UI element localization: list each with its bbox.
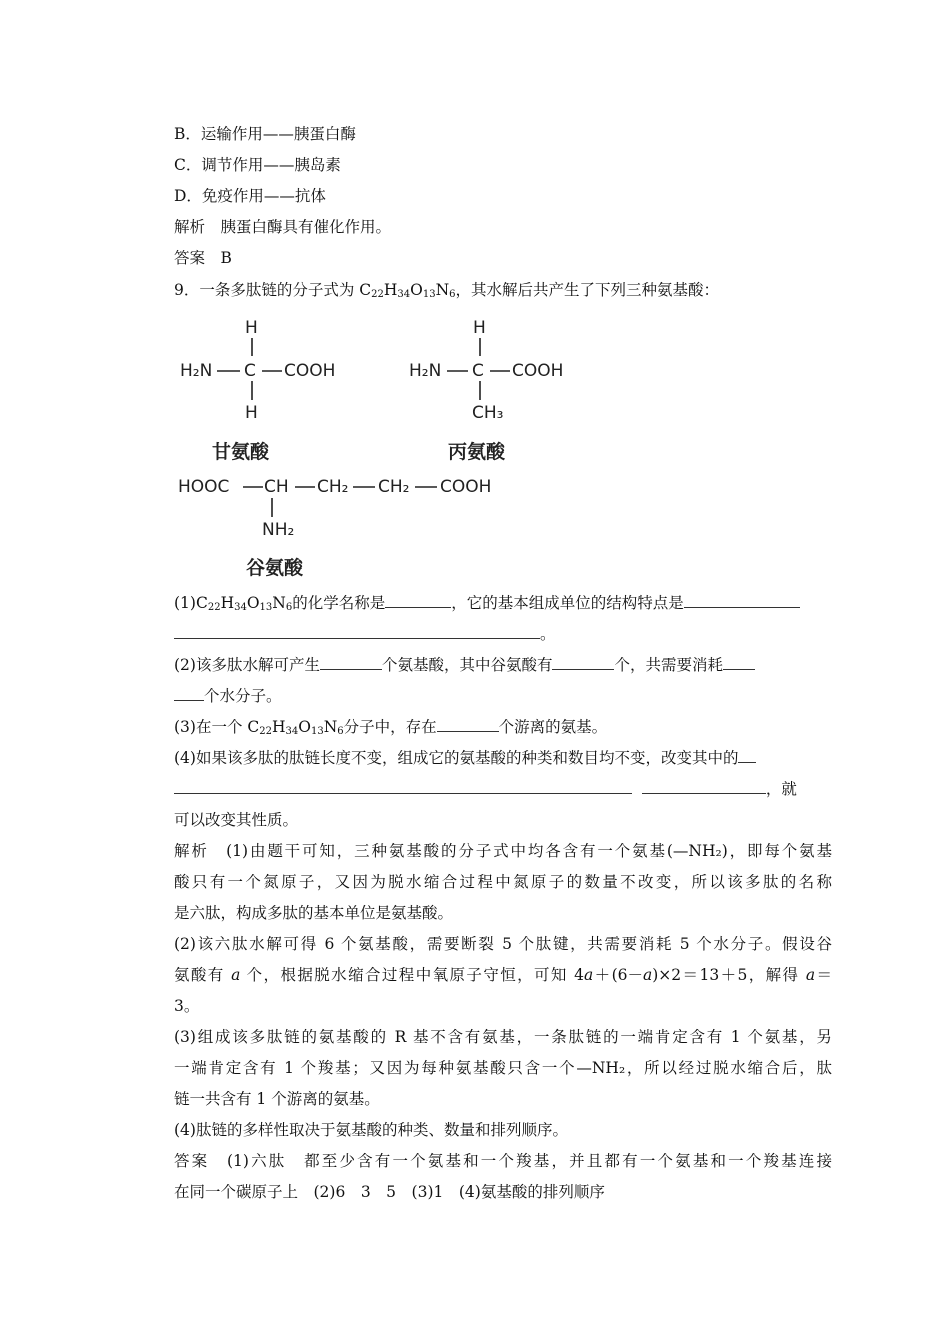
answer-blank[interactable] xyxy=(174,686,204,701)
q9-sub3: (3)在一个 $C_{22}H_{34}O_{13}N_6$分子中，存在 个游离的氨基。 xyxy=(174,718,608,737)
alanine-carboxyl: COOH xyxy=(512,361,564,381)
glutamate-group-2: CH xyxy=(264,477,289,497)
alanine-alpha-carbon: C xyxy=(472,361,484,381)
answer-blank[interactable] xyxy=(723,655,755,670)
answer-line: 在同一个碳原子上 (2)6 3 5 (3)1 (4)氨基酸的排列顺序 xyxy=(174,1183,605,1201)
q9-sub1: $(1)C_{22}H_{34}O_{13}N_6$的化学名称是 ，它的基本组成单位的结构特点是 xyxy=(174,593,800,613)
analysis-line: 一端肯定含有 1 个羧基；又因为每种氨基酸只含一个—NH₂，所以经过脱水缩合后，肽 xyxy=(174,1059,832,1077)
analysis-line: 酸只有一个氮原子，又因为脱水缩合过程中氮原子的数量不改变，所以该多肽的名称 xyxy=(174,873,832,891)
q9-sub2-cont: 个水分子。 xyxy=(174,686,282,706)
analysis-line: 是六肽，构成多肽的基本单位是氨基酸。 xyxy=(174,904,454,922)
glutamate-group-4: CH₂ xyxy=(378,477,410,497)
glycine-label: 甘氨酸 xyxy=(212,441,270,463)
option-d: D．免疫作用——抗体 xyxy=(174,187,326,205)
glycine-amino: H₂N xyxy=(180,361,213,381)
q9-sub4-cont: ，就 xyxy=(174,779,797,799)
analysis-line: (3)组成该多肽链的氨基酸的 R 基不含有氨基，一条肽链的一端肯定含有 1 个氨基，另 xyxy=(174,1028,832,1046)
answer-line: 答案 (1)六肽 都至少含有一个氨基和一个羧基，并且都有一个氨基和一个羧基连接 xyxy=(174,1152,832,1170)
option-b: B．运输作用——胰蛋白酶 xyxy=(174,125,356,143)
glycine-top-h: H xyxy=(245,318,258,338)
analysis-line: 解析 (1)由题干可知，三种氨基酸的分子式中均各含有一个氨基(—NH₂)，即每个氨基 xyxy=(174,842,832,860)
q9-sub4-end: 可以改变其性质。 xyxy=(174,811,299,829)
q9-stem: 9．一条多肽链的分子式为 $C_{22}H_{34}O_{13}N_6$，其水解后共产生了下列三种氨基酸： xyxy=(174,281,720,300)
q9-sub4: (4)如果该多肽的肽链长度不变，组成它的氨基酸的种类和数目均不变，改变其中的 xyxy=(174,748,756,768)
answer-blank[interactable] xyxy=(738,748,756,763)
answer-blank[interactable] xyxy=(385,593,451,608)
analysis-line: 链一共含有 1 个游离的氨基。 xyxy=(174,1090,380,1108)
analysis-line: 氨酸有 a 个，根据脱水缩合过程中氧原子守恒，可知 4a＋(6－a)×2＝13＋5，解得 a＝ xyxy=(174,966,832,984)
alanine-top-h: H xyxy=(473,318,486,338)
answer-blank[interactable] xyxy=(174,624,540,639)
glutamate-group-5: COOH xyxy=(440,477,492,497)
answer-blank[interactable] xyxy=(552,655,614,670)
q8-analysis: 解析 胰蛋白酶具有催化作用。 xyxy=(174,218,392,236)
answer-blank[interactable] xyxy=(320,655,382,670)
answer-blank[interactable] xyxy=(437,717,499,732)
glycine-alpha-carbon: C xyxy=(244,361,256,381)
q9-sub1-cont: 。 xyxy=(174,624,556,644)
alanine-label: 丙氨酸 xyxy=(448,441,506,463)
glutamate-label: 谷氨酸 xyxy=(246,557,304,579)
glutamate-group-1: HOOC xyxy=(178,477,230,497)
glutamate-group-3: CH₂ xyxy=(317,477,349,497)
glycine-carboxyl: COOH xyxy=(284,361,336,381)
glycine-side-chain: H xyxy=(245,403,258,423)
alanine-side-chain: CH₃ xyxy=(472,403,504,423)
q8-answer: 答案 B xyxy=(174,249,232,267)
answer-blank[interactable] xyxy=(174,779,632,794)
answer-blank[interactable] xyxy=(684,593,800,608)
analysis-line: 3。 xyxy=(174,997,200,1015)
option-c: C．调节作用——胰岛素 xyxy=(174,156,341,174)
answer-blank[interactable] xyxy=(642,779,766,794)
glutamate-amino-branch: NH₂ xyxy=(262,520,295,540)
analysis-line: (2)该六肽水解可得 6 个氨基酸，需要断裂 5 个肽键，共需要消耗 5 个水分子。假设谷 xyxy=(174,935,832,953)
alanine-amino: H₂N xyxy=(409,361,442,381)
analysis-line: (4)肽链的多样性取决于氨基酸的种类、数量和排列顺序。 xyxy=(174,1121,568,1139)
q9-sub2: (2)该多肽水解可产生 个氨基酸，其中谷氨酸有 个，共需要消耗 xyxy=(174,655,755,675)
